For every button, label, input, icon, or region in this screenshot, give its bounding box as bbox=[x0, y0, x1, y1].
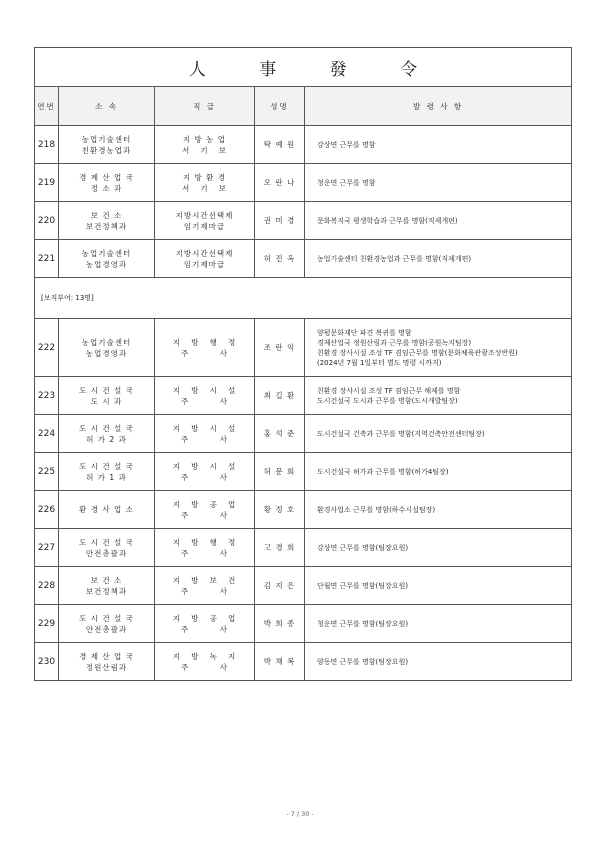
department-line: 정원산림과 bbox=[85, 662, 128, 672]
row-number: 228 bbox=[35, 567, 59, 605]
header-order: 발 령 사 항 bbox=[305, 87, 572, 126]
department-cell bbox=[59, 377, 155, 415]
row-number: 225 bbox=[35, 453, 59, 491]
department-line: 정 소 과 bbox=[90, 183, 123, 193]
personnel-order-table bbox=[34, 47, 572, 681]
department-line: 도 시 건 설 국 bbox=[79, 613, 134, 623]
department-line: 도 시 건 설 국 bbox=[79, 537, 134, 547]
person-name: 권 미 경 bbox=[255, 202, 305, 240]
order-line: 양평문화재단 파견 복귀를 명함 bbox=[317, 328, 412, 337]
rank-line: 주 사 bbox=[181, 510, 228, 520]
department-cell bbox=[59, 453, 155, 491]
rank-line: 주 사 bbox=[181, 348, 228, 358]
order-cell bbox=[305, 164, 572, 202]
department-cell bbox=[59, 240, 155, 278]
page-number: - 7 / 30 - bbox=[286, 810, 314, 818]
rank-line: 주 사 bbox=[181, 662, 228, 672]
row-number: 230 bbox=[35, 643, 59, 681]
person-name: 허 진 옥 bbox=[255, 240, 305, 278]
row-number: 226 bbox=[35, 491, 59, 529]
order-line: 환경사업소 근무를 명함(하수시설팀장) bbox=[317, 505, 436, 514]
rank-line: 지 방 녹 지 bbox=[172, 651, 237, 661]
order-line: 도시건설국 건축과 근무를 명함(지역건축안전센터팀장) bbox=[317, 429, 485, 438]
department-cell bbox=[59, 319, 155, 377]
table-row bbox=[35, 643, 572, 681]
person-name: 박 희 종 bbox=[255, 605, 305, 643]
rank-line: 지 방 공 업 bbox=[172, 499, 237, 509]
table-row bbox=[35, 240, 572, 278]
rank-line: 서 기 보 bbox=[181, 183, 228, 193]
rank-line: 지 방 행 정 bbox=[172, 537, 237, 547]
rank-line: 지 방 시 설 bbox=[172, 385, 237, 395]
row-number: 218 bbox=[35, 126, 59, 164]
order-cell bbox=[305, 202, 572, 240]
rank-line: 지 방 환 경 bbox=[182, 172, 227, 182]
order-line: (2024년 7월 1일부터 별도 명령 시까지) bbox=[317, 358, 442, 367]
order-cell bbox=[305, 240, 572, 278]
rank-line: 지방시간선택제 bbox=[175, 210, 234, 220]
rank-line: 주 사 bbox=[181, 586, 228, 596]
order-line: 강상면 근무를 명함 bbox=[317, 140, 376, 149]
person-name: 허 문 회 bbox=[255, 453, 305, 491]
header-name: 성명 bbox=[255, 87, 305, 126]
rank-line: 주 사 bbox=[181, 548, 228, 558]
rank-line: 주 사 bbox=[181, 472, 228, 482]
rank-line: 임기제마급 bbox=[183, 221, 226, 231]
order-line: 단월면 근무를 명함(팀장요원) bbox=[317, 581, 409, 590]
rank-cell bbox=[155, 319, 255, 377]
person-name: 황 정 호 bbox=[255, 491, 305, 529]
header-dept: 소 속 bbox=[59, 87, 155, 126]
rank-line: 주 사 bbox=[181, 396, 228, 406]
person-name: 오 란 나 bbox=[255, 164, 305, 202]
department-line: 도 시 건 설 국 bbox=[79, 423, 134, 433]
order-cell bbox=[305, 605, 572, 643]
order-line: 청운면 근무를 명함(팀장요원) bbox=[317, 619, 409, 628]
person-name: 김 지 은 bbox=[255, 567, 305, 605]
table-row bbox=[35, 529, 572, 567]
department-line: 허 가 1 과 bbox=[86, 472, 127, 482]
person-name: 최 길 환 bbox=[255, 377, 305, 415]
group-label: [보직부여: 13명] bbox=[35, 278, 572, 319]
rank-cell bbox=[155, 605, 255, 643]
department-line: 친환경농업과 bbox=[81, 145, 132, 155]
person-name: 조 란 익 bbox=[255, 319, 305, 377]
rank-cell bbox=[155, 240, 255, 278]
rank-line: 주 사 bbox=[181, 434, 228, 444]
order-line: 청운면 근무를 명함 bbox=[317, 178, 376, 187]
rank-cell bbox=[155, 453, 255, 491]
department-cell bbox=[59, 164, 155, 202]
department-line: 경 제 산 업 국 bbox=[79, 172, 134, 182]
rank-cell bbox=[155, 202, 255, 240]
personnel-order-document bbox=[34, 47, 571, 681]
person-name: 탁 예 원 bbox=[255, 126, 305, 164]
row-number: 221 bbox=[35, 240, 59, 278]
header-rank: 직 급 bbox=[155, 87, 255, 126]
table-row bbox=[35, 567, 572, 605]
row-number: 223 bbox=[35, 377, 59, 415]
order-line: 강상면 근무를 명함(팀장요원) bbox=[317, 543, 409, 552]
department-line: 환 경 사 업 소 bbox=[79, 505, 134, 514]
header-no: 연번 bbox=[35, 87, 59, 126]
department-line: 농업기술센터 bbox=[81, 337, 132, 347]
rank-line: 지 방 보 건 bbox=[172, 575, 237, 585]
order-cell bbox=[305, 126, 572, 164]
department-cell bbox=[59, 202, 155, 240]
rank-cell bbox=[155, 491, 255, 529]
department-cell bbox=[59, 126, 155, 164]
row-number: 227 bbox=[35, 529, 59, 567]
rank-line: 지 방 시 설 bbox=[172, 461, 237, 471]
department-line: 농업기술센터 bbox=[81, 248, 132, 258]
table-row bbox=[35, 377, 572, 415]
order-cell bbox=[305, 491, 572, 529]
rank-line: 지 방 농 업 bbox=[182, 134, 227, 144]
department-cell bbox=[59, 643, 155, 681]
rank-cell bbox=[155, 164, 255, 202]
order-cell bbox=[305, 643, 572, 681]
department-line: 허 가 2 과 bbox=[86, 434, 127, 444]
row-number: 224 bbox=[35, 415, 59, 453]
rank-line: 주 사 bbox=[181, 624, 228, 634]
table-row bbox=[35, 319, 572, 377]
department-line: 경 제 산 업 국 bbox=[79, 651, 134, 661]
scan-speck: ' bbox=[154, 325, 156, 332]
rank-line: 지방시간선택제 bbox=[175, 248, 234, 258]
order-line: 도시건설국 도시과 근무를 명함(도시개발팀장) bbox=[317, 396, 458, 405]
order-line: 경제산업국 정원산림과 근무를 명함(공원녹지팀장) bbox=[317, 338, 472, 347]
department-line: 농업경영과 bbox=[85, 348, 128, 358]
order-cell bbox=[305, 567, 572, 605]
order-line: 농업기술센터 친환경농업과 근무를 명함(직제개편) bbox=[317, 254, 472, 263]
order-cell bbox=[305, 415, 572, 453]
rank-cell bbox=[155, 415, 255, 453]
table-row bbox=[35, 164, 572, 202]
department-line: 도 시 건 설 국 bbox=[79, 461, 134, 471]
table-header-row bbox=[35, 87, 572, 126]
rank-line: 지 방 시 설 bbox=[172, 423, 237, 433]
department-line: 도 시 과 bbox=[90, 396, 123, 406]
order-line: 친환경 장사시설 조성 TF 겸임근무 해제를 명함 bbox=[317, 386, 461, 395]
rank-cell bbox=[155, 567, 255, 605]
rank-line: 임기제마급 bbox=[183, 259, 226, 269]
table-row bbox=[35, 491, 572, 529]
order-line: 친환경 장사시설 조성 TF 겸임근무를 명함(문화체육관광조성반원) bbox=[317, 348, 518, 357]
department-line: 안전총괄과 bbox=[85, 624, 128, 634]
rank-cell bbox=[155, 126, 255, 164]
rank-cell bbox=[155, 377, 255, 415]
row-number: 219 bbox=[35, 164, 59, 202]
department-cell bbox=[59, 529, 155, 567]
department-line: 농업기술센터 bbox=[81, 134, 132, 144]
rank-cell bbox=[155, 643, 255, 681]
row-number: 229 bbox=[35, 605, 59, 643]
table-row bbox=[35, 202, 572, 240]
order-line: 도시건설국 허가과 근무를 명함(허가4팀장) bbox=[317, 467, 449, 476]
order-line: 문화복지국 평생학습과 근무를 명함(직제개편) bbox=[317, 216, 458, 225]
department-line: 안전총괄과 bbox=[85, 548, 128, 558]
table-row bbox=[35, 126, 572, 164]
rank-line: 지 방 공 업 bbox=[172, 613, 237, 623]
row-number: 220 bbox=[35, 202, 59, 240]
department-line: 농업경영과 bbox=[85, 259, 128, 269]
order-line: 양동면 근무를 명함(팀장요원) bbox=[317, 657, 409, 666]
person-name: 고 경 희 bbox=[255, 529, 305, 567]
rank-line: 지 방 행 정 bbox=[172, 337, 237, 347]
group-label-row bbox=[35, 278, 572, 319]
table-row bbox=[35, 605, 572, 643]
row-number: 222 bbox=[35, 319, 59, 377]
order-cell bbox=[305, 319, 572, 377]
department-cell bbox=[59, 567, 155, 605]
rank-line: 서 기 보 bbox=[181, 145, 228, 155]
department-line: 도 시 건 설 국 bbox=[79, 385, 134, 395]
department-cell bbox=[59, 415, 155, 453]
department-line: 보 건 소 bbox=[90, 210, 123, 220]
department-line: 보건정책과 bbox=[85, 586, 128, 596]
order-cell bbox=[305, 529, 572, 567]
rank-cell bbox=[155, 529, 255, 567]
person-name: 홍 석 준 bbox=[255, 415, 305, 453]
order-cell bbox=[305, 453, 572, 491]
department-cell bbox=[59, 605, 155, 643]
document-title: 人 事 發 令 bbox=[35, 48, 572, 87]
department-cell bbox=[59, 491, 155, 529]
table-row bbox=[35, 415, 572, 453]
order-cell bbox=[305, 377, 572, 415]
department-line: 보건정책과 bbox=[85, 221, 128, 231]
person-name: 박 채 복 bbox=[255, 643, 305, 681]
table-row bbox=[35, 453, 572, 491]
department-line: 보 건 소 bbox=[90, 575, 123, 585]
